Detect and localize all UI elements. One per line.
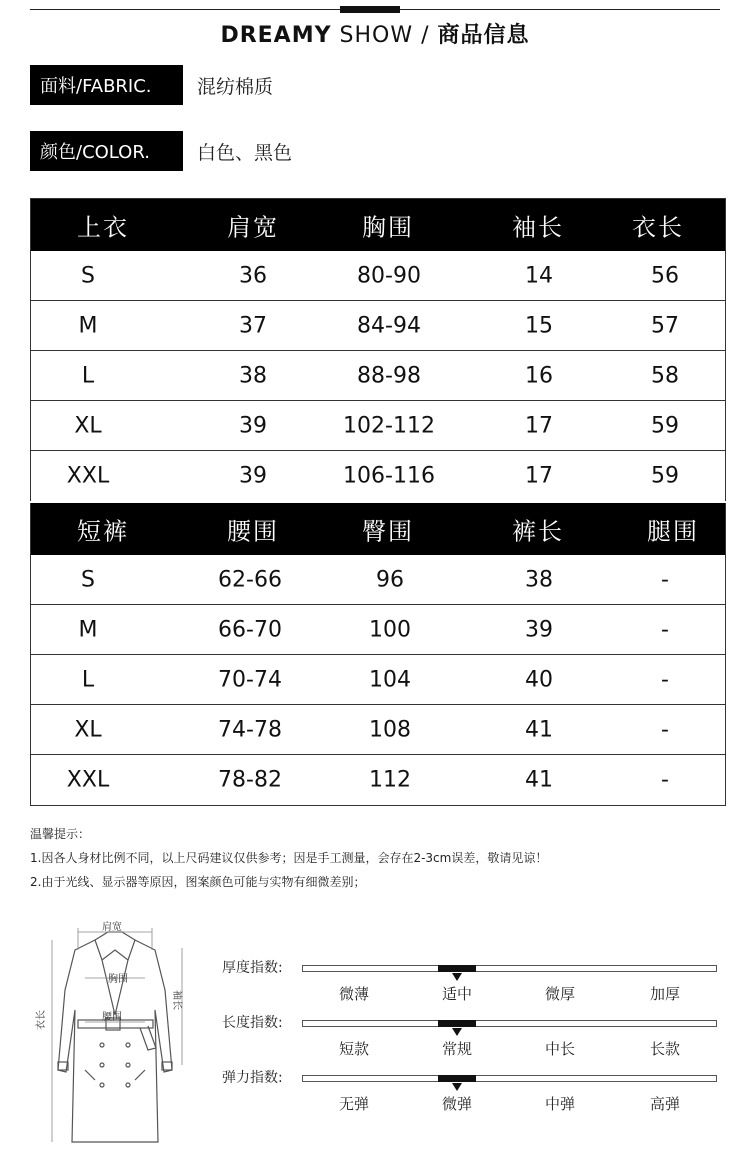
brand-light: SHOW / xyxy=(339,23,430,48)
title-cn: 商品信息 xyxy=(437,23,530,48)
chest-label: 胸围 xyxy=(108,974,128,985)
scale-bar xyxy=(302,1020,717,1027)
scale-options xyxy=(302,983,717,1003)
table-row xyxy=(31,555,725,605)
table-cell: 59 xyxy=(651,463,679,489)
table-row xyxy=(31,755,725,805)
color-label: 颜色/COLOR. xyxy=(30,131,183,171)
table-cell: 104 xyxy=(369,667,411,692)
scale-label: 长度指数: xyxy=(222,1015,283,1031)
arrow-down-icon xyxy=(452,1083,462,1091)
table-cell: 57 xyxy=(651,313,679,338)
table-row xyxy=(31,655,725,705)
scale-option: 长款 xyxy=(649,1040,681,1058)
table-cell: 78-82 xyxy=(218,767,282,793)
table-cell: 56 xyxy=(651,263,679,288)
scale-options xyxy=(302,1093,717,1113)
color-row xyxy=(30,131,292,171)
arrow-down-icon xyxy=(452,973,462,981)
table-cell: 39 xyxy=(239,463,267,489)
table-cell: 102-112 xyxy=(343,413,435,438)
table-cell: 36 xyxy=(239,263,267,288)
note-item: 1.因各人身材比例不同，以上尺码建议仅供参考；因是手工测量，会存在2-3cm误差，敬请见谅！ xyxy=(30,851,548,865)
table-cell: 14 xyxy=(525,263,553,288)
table-cell: S xyxy=(81,263,95,288)
table-cell: 17 xyxy=(525,413,553,438)
page-title xyxy=(0,18,750,49)
table-cell: 74-78 xyxy=(218,717,282,742)
garment-diagram xyxy=(30,920,200,1150)
table-cell: - xyxy=(661,567,669,592)
table-row xyxy=(31,451,725,501)
fabric-row xyxy=(30,65,273,105)
brand-bold: DREAMY xyxy=(220,23,332,48)
scale-marker xyxy=(438,965,476,972)
table-cell: XL xyxy=(74,717,102,742)
table-cell: 17 xyxy=(525,463,553,489)
table-cell: 16 xyxy=(525,363,553,388)
shorts-header-cell: 短裤 xyxy=(77,517,129,546)
table-cell: M xyxy=(78,313,98,338)
shorts-size-table xyxy=(30,503,726,806)
scale-option: 中弹 xyxy=(544,1095,576,1113)
top-header-cell: 衣长 xyxy=(632,213,684,242)
table-row xyxy=(31,351,725,401)
table-cell: - xyxy=(661,717,669,742)
table-row xyxy=(31,251,725,301)
fabric-label: 面料/FABRIC. xyxy=(30,65,183,105)
top-table-header xyxy=(31,199,725,251)
header-tab-mark xyxy=(340,6,400,13)
table-cell: 38 xyxy=(239,363,267,388)
note-item: 2.由于光线、显示器等原因，图案颜色可能与实物有细微差别； xyxy=(30,875,366,889)
table-cell: 108 xyxy=(369,717,411,742)
table-cell: L xyxy=(81,667,95,692)
shorts-header-cell: 腿围 xyxy=(647,517,699,546)
shorts-table-header xyxy=(31,503,725,555)
table-cell: 80-90 xyxy=(357,263,421,288)
coat-outline-icon xyxy=(30,920,200,1150)
table-cell: M xyxy=(78,617,98,642)
table-cell: 41 xyxy=(525,767,553,793)
scale-option: 微薄 xyxy=(338,985,370,1003)
table-cell: 40 xyxy=(525,667,553,692)
table-cell: 84-94 xyxy=(357,313,421,338)
table-row xyxy=(31,401,725,451)
fabric-value: 混纺棉质 xyxy=(197,75,274,98)
table-row xyxy=(31,705,725,755)
shorts-header-cell: 腰围 xyxy=(227,517,279,546)
scale-option: 中长 xyxy=(544,1040,576,1058)
shoulder-label: 肩宽 xyxy=(102,922,122,933)
top-header-cell: 肩宽 xyxy=(227,213,279,242)
scale-label: 弹力指数: xyxy=(222,1070,283,1086)
table-cell: 62-66 xyxy=(218,567,282,592)
scale-options xyxy=(302,1038,717,1058)
scale-option: 适中 xyxy=(441,985,473,1003)
table-cell: S xyxy=(81,567,95,592)
shorts-header-cell: 裤长 xyxy=(512,517,564,546)
sleeve-label: 袖长 xyxy=(171,990,182,1010)
table-cell: XL xyxy=(74,413,102,438)
table-cell: - xyxy=(661,667,669,692)
table-cell: 112 xyxy=(369,767,411,793)
table-cell: - xyxy=(661,767,669,793)
length-label: 衣长 xyxy=(36,1010,47,1030)
table-cell: XXL xyxy=(66,767,110,793)
top-header-cell: 胸围 xyxy=(362,213,414,242)
table-cell: 39 xyxy=(239,413,267,438)
table-cell: 15 xyxy=(525,313,553,338)
table-cell: 38 xyxy=(525,567,553,592)
scale-option: 常规 xyxy=(441,1040,473,1058)
table-cell: - xyxy=(661,617,669,642)
table-cell: 66-70 xyxy=(218,617,282,642)
notes-title: 温馨提示： xyxy=(30,827,91,841)
scale-option: 高弹 xyxy=(649,1095,681,1113)
top-header-cell: 袖长 xyxy=(512,213,564,242)
scale-bar xyxy=(302,965,717,972)
table-row xyxy=(31,301,725,351)
table-cell: 37 xyxy=(239,313,267,338)
table-cell: 100 xyxy=(369,617,411,642)
scale-option: 微弹 xyxy=(441,1095,473,1113)
scale-marker xyxy=(438,1020,476,1027)
table-cell: L xyxy=(81,363,95,388)
table-cell: 39 xyxy=(525,617,553,642)
top-header-cell: 上衣 xyxy=(77,213,129,242)
scale-label: 厚度指数: xyxy=(222,960,283,976)
table-row xyxy=(31,605,725,655)
scale-bar xyxy=(302,1075,717,1082)
color-value: 白色、黑色 xyxy=(197,141,293,164)
shorts-header-cell: 臀围 xyxy=(362,517,414,546)
table-cell: 88-98 xyxy=(357,363,421,388)
table-cell: 58 xyxy=(651,363,679,388)
waist-label: 腰围 xyxy=(102,1012,122,1023)
table-cell: 96 xyxy=(376,567,404,592)
scale-option: 加厚 xyxy=(649,985,681,1003)
notes-section xyxy=(30,822,547,894)
scale-marker xyxy=(438,1075,476,1082)
table-cell: 106-116 xyxy=(343,463,435,489)
scale-option: 无弹 xyxy=(338,1095,370,1113)
table-cell: 59 xyxy=(651,413,679,438)
table-cell: XXL xyxy=(66,463,110,489)
scale-option: 短款 xyxy=(338,1040,370,1058)
top-size-table xyxy=(30,198,726,501)
table-cell: 70-74 xyxy=(218,667,282,692)
scale-option: 微厚 xyxy=(544,985,576,1003)
arrow-down-icon xyxy=(452,1028,462,1036)
table-cell: 41 xyxy=(525,717,553,742)
